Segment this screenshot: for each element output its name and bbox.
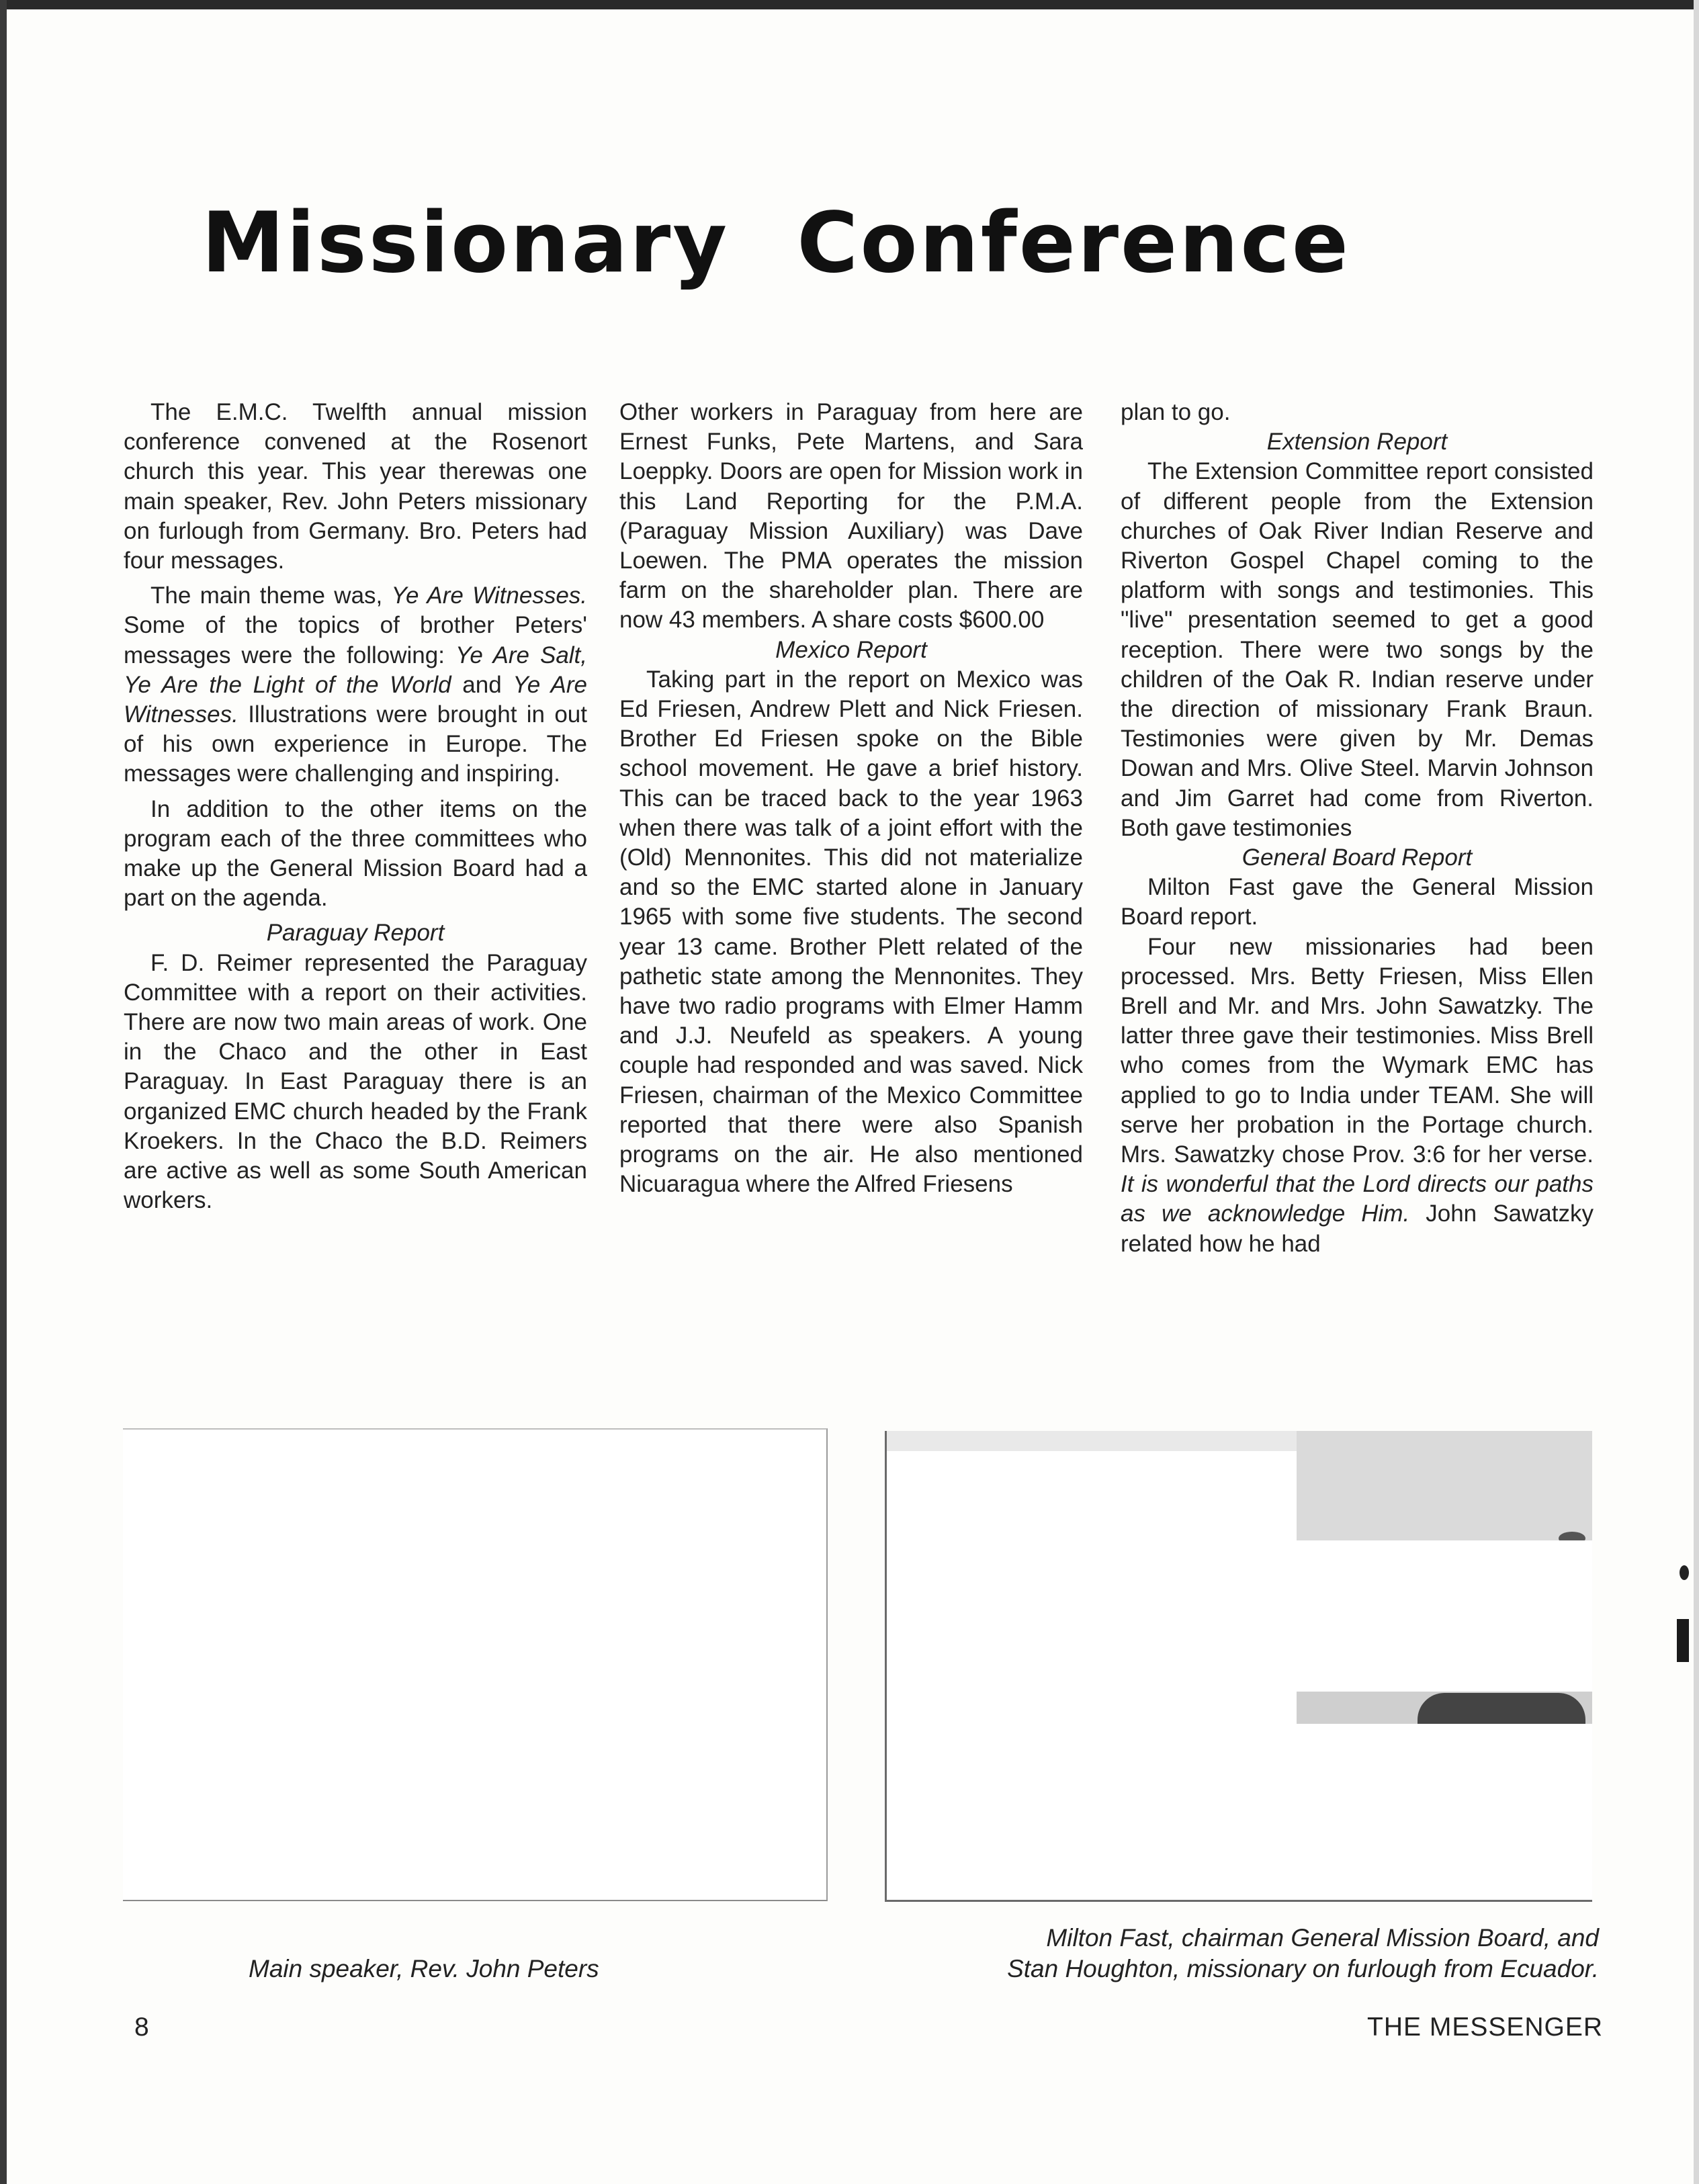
article-column-2 bbox=[619, 398, 1083, 1379]
text-run: John Sawatzky related how he had bbox=[1121, 1200, 1594, 1257]
section-heading-extension: Extension Report bbox=[1266, 429, 1448, 455]
paragraph: The E.M.C. Twelfth annual mission conference convened at the Rosenort church this year. This year therewas one main speaker, Rev. John Peters missionary on furlough from Germany. Bro. Peters had four messages. bbox=[124, 399, 587, 574]
text-run: Four new missionaries had been processed. Mrs. Betty Friesen, Miss Ellen Brell and Mr. and Mrs. John Sawatzky. The latter three gave their testimonies. Miss Brell who comes from the Wymark EMC has applied to go to India under TEAM. She will serve her probation in the Portage church. Mrs. Sawatzky chose Prov. 3:6 for her verse. bbox=[1121, 933, 1594, 1168]
paragraph: plan to go. bbox=[1121, 399, 1231, 425]
paragraph: The Extension Committee report consisted of different people from the Extension churches of Oak River Indian Reserve and Riverton Gospel Chapel coming to the platform with songs and testimonies. This "live" presentation seemed to get a good reception. There were two songs by the children of the Oak R. Indian reserve under the direction of missionary Frank Braun. Testimonies were given by Mr. Demas Dowan and Mrs. Olive Steel. Marvin Johnson and Jim Garret had come from Riverton. Both gave testimonies bbox=[1121, 458, 1594, 841]
paragraph: Milton Fast gave the General Mission Board report. bbox=[1121, 874, 1594, 930]
caption-line: Milton Fast, chairman General Mission Board, and bbox=[1046, 1924, 1599, 1952]
italic-text: Ye Are Witnesses. bbox=[124, 671, 587, 728]
photo-fast-houghton bbox=[885, 1431, 1592, 1902]
photo-region bbox=[1297, 1540, 1592, 1692]
scan-left-edge bbox=[0, 0, 7, 2184]
paragraph: In addition to the other items on the program each of the three committees who make up the General Mission Board had a part on the agenda. bbox=[124, 795, 587, 912]
text-run: Illustrations were brought in out of his own experience in Europe. The messages were challenging and inspiring. bbox=[124, 701, 587, 787]
paragraph bbox=[124, 581, 587, 789]
text-run: Some of the topics of brother Peters' messages were the following: bbox=[124, 612, 587, 668]
photo-region bbox=[887, 1451, 1297, 1894]
article-title: Missionary Conference bbox=[202, 195, 1350, 292]
italic-text: Ye Are Witnesses. bbox=[391, 582, 587, 609]
caption-line: Stan Houghton, missionary on furlough from Ecuador. bbox=[1007, 1955, 1599, 1982]
italic-text: Ye Are Salt, Ye Are the Light of the World bbox=[124, 642, 587, 698]
publication-name: THE MESSENGER bbox=[1367, 2013, 1604, 2042]
paragraph: F. D. Reimer represented the Paraguay Committee with a report on their activities. There are now two main areas of work. One in the Chaco and the other in East Paraguay. In East Paraguay there is an organized EMC church headed by the Frank Kroekers. In the Chaco the B.D. Reimers are active as well as some South American workers. bbox=[124, 949, 587, 1214]
caption-fast-houghton bbox=[887, 1923, 1599, 1984]
photo-region bbox=[1297, 1431, 1592, 1540]
page-number: 8 bbox=[134, 2013, 149, 2042]
photo-region bbox=[1418, 1693, 1585, 1724]
photo-main-speaker bbox=[123, 1428, 828, 1901]
paragraph bbox=[1121, 932, 1594, 1259]
photo-region bbox=[887, 1431, 1297, 1451]
paragraph: Other workers in Paraguay from here are Ernest Funks, Pete Martens, and Sara Loeppky. Doors are open for Mission work in this Land Reporting for the P.M.A. (Paraguay Mission Auxiliary) was Dave Loewen. The PMA operates the mission farm on the shareholder plan. There are now 43 members. A share costs $600.00 bbox=[619, 399, 1083, 634]
text-run: The main theme was, bbox=[150, 582, 392, 609]
section-heading-mexico: Mexico Report bbox=[775, 636, 927, 663]
scan-top-edge bbox=[0, 0, 1699, 9]
paragraph: Taking part in the report on Mexico was Ed Friesen, Andrew Plett and Nick Friesen. Brother Ed Friesen spoke on the Bible school movement. He gave a brief history. This can be traced back to the year 1963 when there was talk of a joint effort with the (Old) Mennonites. This did not materialize and so the EMC started alone in January 1965 with some five students. The second year 13 came. Brother Plett related of the pathetic state among the Mennonites. They have two radio programs with Elmer Hamm and J.J. Neufeld as speakers. A young couple had responded and was saved. Nick Friesen, chairman of the Mexico Committee reported that there were also Spanish programs on the air. He also mentioned Nicuaragua where the Alfred Friesens bbox=[619, 666, 1083, 1198]
scan-right-edge bbox=[1694, 0, 1699, 2184]
article-column-1 bbox=[124, 398, 587, 1379]
text-run: and bbox=[451, 671, 513, 698]
scan-mark bbox=[1677, 1619, 1689, 1662]
italic-text: It is wonderful that the Lord directs our paths as we acknowledge Him. bbox=[1121, 1171, 1594, 1227]
section-heading-general-board: General Board Report bbox=[1241, 844, 1473, 871]
article-column-3 bbox=[1121, 398, 1594, 1379]
section-heading-paraguay: Paraguay Report bbox=[266, 920, 445, 947]
scan-mark bbox=[1680, 1565, 1689, 1580]
caption-main-speaker: Main speaker, Rev. John Peters bbox=[249, 1955, 599, 1982]
